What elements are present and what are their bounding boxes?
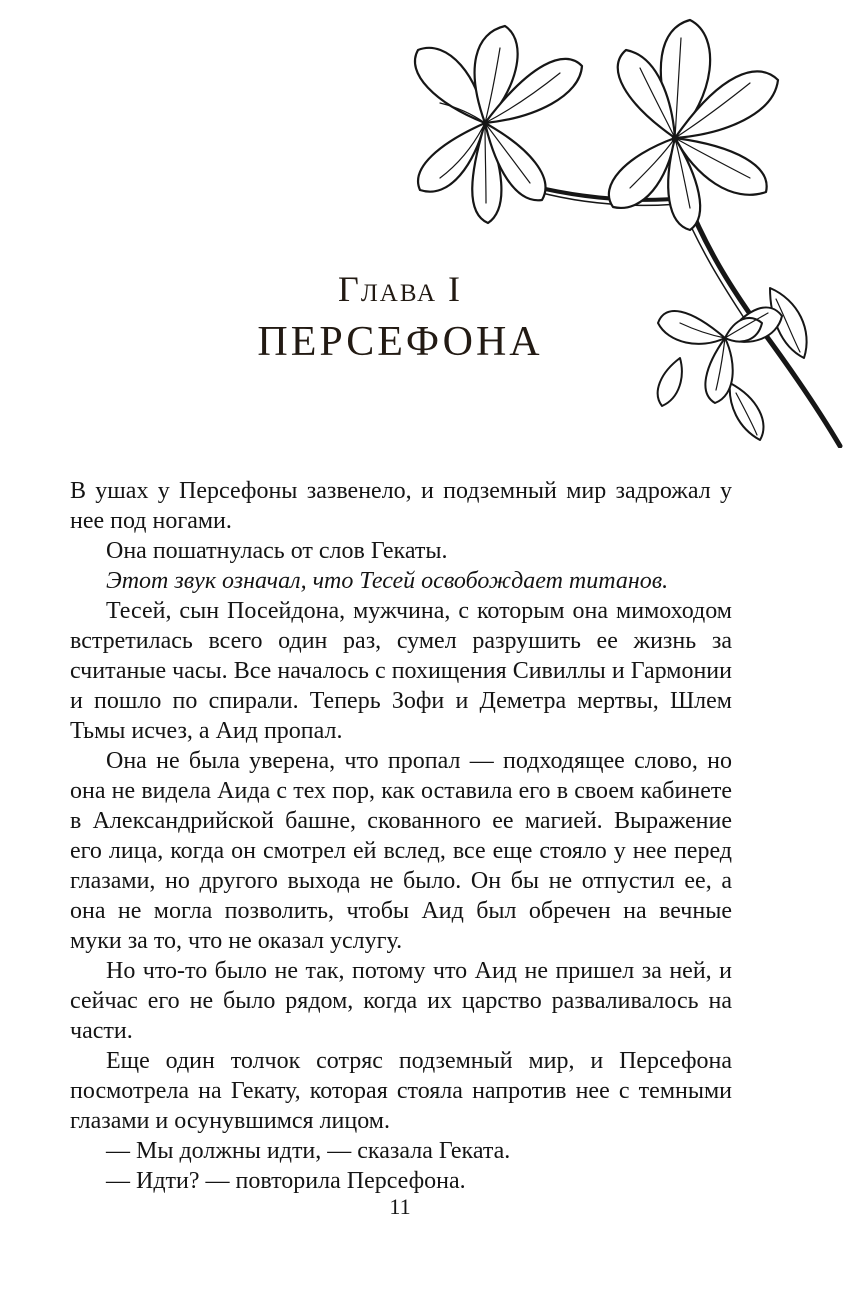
chapter-heading bbox=[70, 268, 730, 366]
body-paragraph: Еще один толчок сотряс подземный мир, и Персефона посмотрела на Гекату, которая стояла напротив нее с темными глазами и осунувшимся лицом. bbox=[70, 1048, 732, 1134]
chapter-number: Глава I bbox=[338, 269, 462, 309]
chapter-title: ПЕРСЕФОНА bbox=[257, 319, 543, 365]
body-paragraph: В ушах у Персефоны зазвенело, и подземный мир задрожал у нее под ногами. bbox=[70, 478, 732, 534]
body-paragraph: Но что-то было не так, потому что Аид не пришел за ней, и сейчас его не было рядом, когда их царство разваливалось на части. bbox=[70, 958, 732, 1044]
dialogue-line: — Мы должны идти, — сказала Геката. bbox=[106, 1138, 511, 1164]
body-paragraph-italic: Этот звук означал, что Тесей освобождает титанов. bbox=[106, 568, 669, 594]
body-paragraph: Тесей, сын Посейдона, мужчина, с которым она мимоходом встретилась всего один раз, сумел разрушить ее жизнь за считаные часы. Все началось с похищения Сивиллы и Гармонии и пошло по спирали. Теперь Зофи и Деметра мертвы, Шлем Тьмы исчез, а Аид пропал. bbox=[70, 598, 732, 744]
body-paragraph: Она пошатнулась от слов Гекаты. bbox=[106, 538, 448, 564]
dialogue-line: — Идти? — повторила Персефона. bbox=[106, 1168, 466, 1194]
iris-flowers-illustration bbox=[380, 8, 844, 448]
body-paragraph: Она не была уверена, что пропал — подходящее слово, но она не видела Аида с тех пор, как оставила его в своем кабинете в Александрийской башне, скованного ее магией. Выражение его лица, когда он смотрел ей вслед, все еще стояло у нее перед глазами, но другого выхода не было. Он бы не отпустил ее, а она не могла позволить, чтобы Аид был обречен на вечные муки за то, что не оказал услугу. bbox=[70, 748, 732, 954]
body-text bbox=[70, 476, 732, 1196]
page-number: 11 bbox=[389, 1194, 411, 1219]
